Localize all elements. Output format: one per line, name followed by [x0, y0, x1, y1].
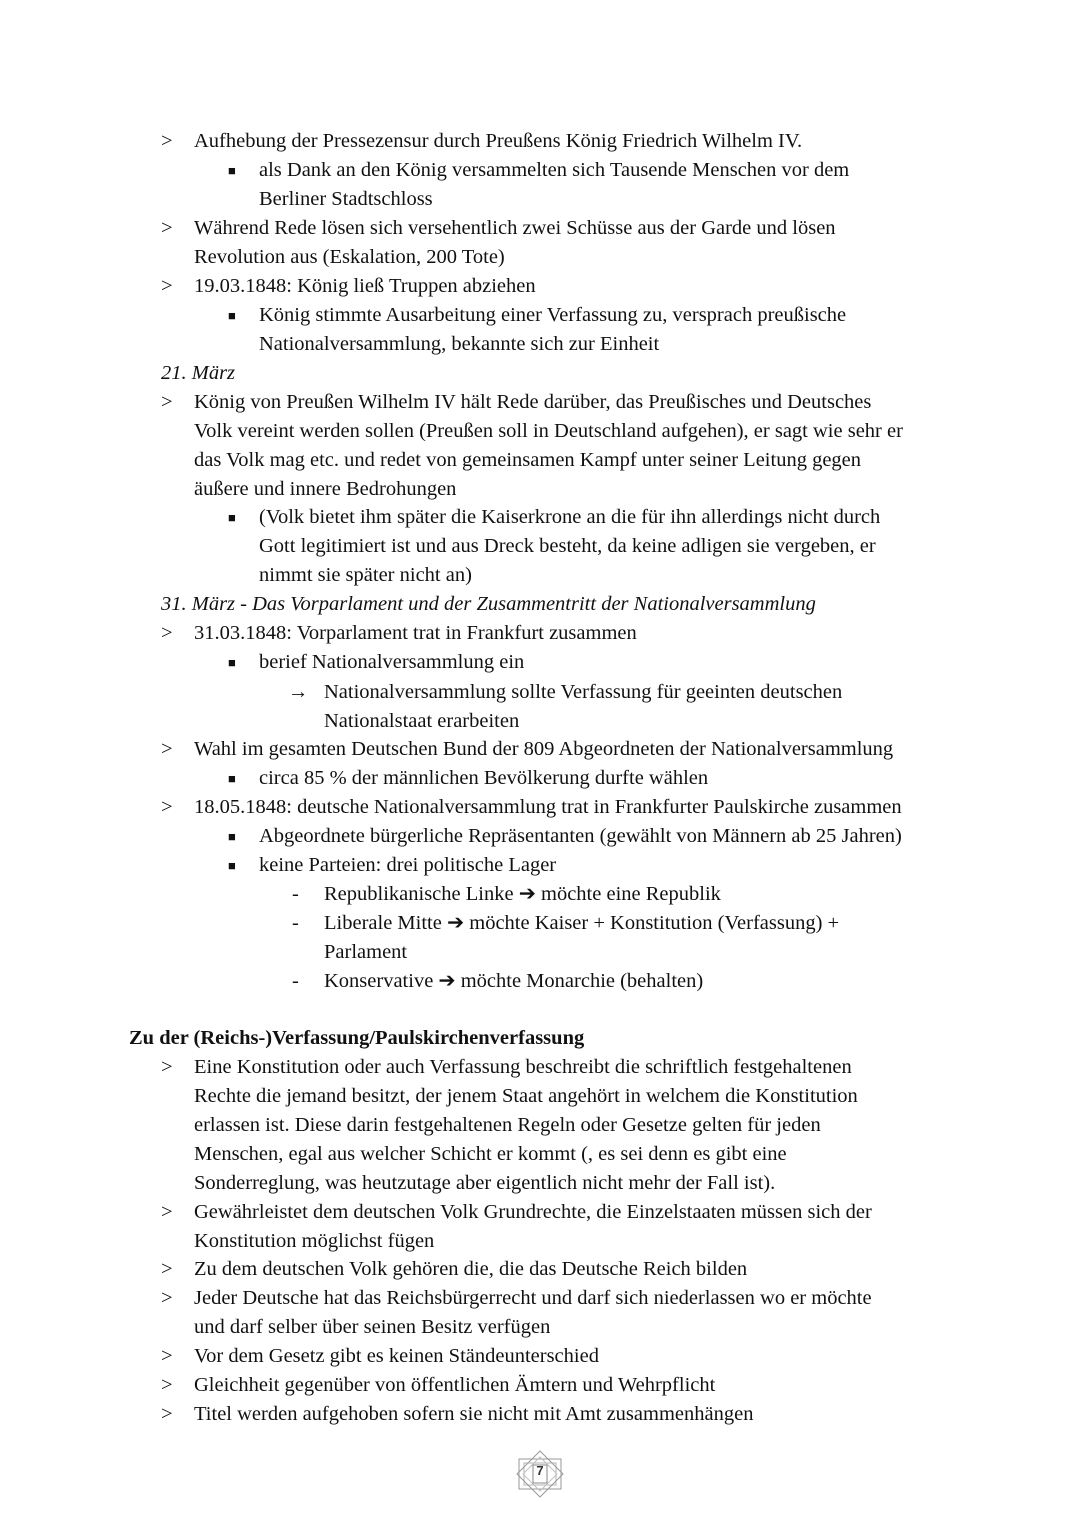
- bullet-marker: >: [161, 622, 173, 644]
- list-item-continuation: erlassen ist. Diese darin festgehaltenen Regeln oder Gesetze gelten für jeden: [194, 1114, 821, 1136]
- list-item: Eine Konstitution oder auch Verfassung beschreibt die schriftlich festgehaltenen: [194, 1056, 852, 1078]
- list-item: Gewährleistet dem deutschen Volk Grundrechte, die Einzelstaaten müssen sich der: [194, 1201, 872, 1223]
- list-item: König von Preußen Wilhelm IV hält Rede darüber, das Preußisches und Deutsches: [194, 391, 872, 413]
- sub-sub-list-item-continuation: Parlament: [324, 941, 408, 963]
- bullet-marker: >: [161, 1201, 173, 1223]
- list-item: Titel werden aufgehoben sofern sie nicht mit Amt zusammenhängen: [194, 1403, 754, 1425]
- bullet-marker: >: [161, 130, 173, 152]
- bullet-marker: >: [161, 391, 173, 413]
- bullet-marker: >: [161, 796, 173, 818]
- bullet-marker: >: [161, 738, 173, 760]
- list-item: 19.03.1848: König ließ Truppen abziehen: [194, 275, 536, 297]
- square-bullet-marker: ■: [228, 655, 236, 670]
- sub-list-item: keine Parteien: drei politische Lager: [259, 854, 557, 876]
- sub-list-item: König stimmte Ausarbeitung einer Verfassung zu, versprach preußische: [259, 304, 847, 326]
- square-bullet-marker: ■: [228, 829, 236, 844]
- sub-sub-list-item: Nationalversammlung sollte Verfassung für geeinten deutschen: [324, 681, 843, 703]
- list-item-continuation: Sonderreglung, was heutzutage aber eigentlich nicht mehr der Fall ist).: [194, 1172, 776, 1194]
- date-heading: 21. März: [161, 362, 236, 384]
- list-item-continuation: das Volk mag etc. und redet von gemeinsamen Kampf unter seiner Leitung gegen: [194, 449, 862, 471]
- sub-list-item: als Dank an den König versammelten sich Tausende Menschen vor dem: [259, 159, 850, 181]
- sub-sub-list-item: Liberale Mitte ➔ möchte Kaiser + Konstitution (Verfassung) +: [324, 912, 840, 934]
- list-item-continuation: Konstitution möglichst fügen: [194, 1230, 435, 1252]
- list-item: Vor dem Gesetz gibt es keinen Ständeunterschied: [194, 1345, 599, 1367]
- dash-marker: -: [292, 912, 299, 934]
- list-item-continuation: Revolution aus (Eskalation, 200 Tote): [194, 246, 505, 268]
- square-bullet-marker: ■: [228, 771, 236, 786]
- sub-list-item-continuation: Berliner Stadtschloss: [259, 188, 433, 210]
- section-heading: Zu der (Reichs-)Verfassung/Paulskirchenverfassung: [129, 1027, 585, 1049]
- list-item-continuation: Rechte die jemand besitzt, der jenem Staat angehört in welchem die Konstitution: [194, 1085, 858, 1107]
- sub-list-item-continuation: nimmt sie später nicht an): [259, 564, 472, 586]
- bullet-marker: >: [161, 1258, 173, 1280]
- bullet-marker: >: [161, 1374, 173, 1396]
- list-item: Während Rede lösen sich versehentlich zwei Schüsse aus der Garde und lösen: [194, 217, 836, 239]
- date-heading: 31. März - Das Vorparlament und der Zusammentritt der Nationalversammlung: [161, 593, 816, 615]
- arrow-marker: →: [288, 681, 309, 703]
- list-item: Gleichheit gegenüber von öffentlichen Ämtern und Wehrpflicht: [194, 1374, 716, 1396]
- dash-marker: -: [292, 883, 299, 905]
- sub-list-item: berief Nationalversammlung ein: [259, 651, 525, 673]
- dash-marker: -: [292, 970, 299, 992]
- page-number-badge: [511, 1450, 569, 1498]
- sub-list-item-continuation: Nationalversammlung, bekannte sich zur Einheit: [259, 333, 660, 355]
- list-item: Aufhebung der Pressezensur durch Preußens König Friedrich Wilhelm IV.: [194, 130, 803, 152]
- list-item: 31.03.1848: Vorparlament trat in Frankfurt zusammen: [194, 622, 637, 644]
- square-bullet-marker: ■: [228, 163, 236, 178]
- sub-sub-list-item-continuation: Nationalstaat erarbeiten: [324, 710, 520, 732]
- bullet-marker: >: [161, 1345, 173, 1367]
- bullet-marker: >: [161, 1287, 173, 1309]
- list-item-continuation: Volk vereint werden sollen (Preußen soll in Deutschland aufgehen), er sagt wie sehr er: [194, 420, 903, 442]
- sub-list-item: Abgeordnete bürgerliche Repräsentanten (gewählt von Männern ab 25 Jahren): [259, 825, 902, 847]
- list-item: Jeder Deutsche hat das Reichsbürgerrecht und darf sich niederlassen wo er möchte: [194, 1287, 872, 1309]
- square-bullet-marker: ■: [228, 510, 236, 525]
- page-number: 7: [536, 1463, 544, 1478]
- square-bullet-marker: ■: [228, 858, 236, 873]
- sub-list-item: circa 85 % der männlichen Bevölkerung durfte wählen: [259, 767, 709, 789]
- square-bullet-marker: ■: [228, 308, 236, 323]
- list-item-continuation: und darf selber über seinen Besitz verfügen: [194, 1316, 551, 1338]
- bullet-marker: >: [161, 217, 173, 239]
- list-item: Wahl im gesamten Deutschen Bund der 809 Abgeordneten der Nationalversammlung: [194, 738, 894, 760]
- sub-sub-list-item: Konservative ➔ möchte Monarchie (behalten): [324, 970, 704, 992]
- list-item: 18.05.1848: deutsche Nationalversammlung trat in Frankfurter Paulskirche zusammen: [194, 796, 902, 818]
- list-item-continuation: äußere und innere Bedrohungen: [194, 478, 457, 500]
- sub-list-item-continuation: Gott legitimiert ist und aus Dreck besteht, da keine adligen sie vergeben, er: [259, 535, 876, 557]
- bullet-marker: >: [161, 275, 173, 297]
- list-item: Zu dem deutschen Volk gehören die, die das Deutsche Reich bilden: [194, 1258, 748, 1280]
- sub-list-item: (Volk bietet ihm später die Kaiserkrone an die für ihn allerdings nicht durch: [259, 506, 881, 528]
- bullet-marker: >: [161, 1403, 173, 1425]
- bullet-marker: >: [161, 1056, 173, 1078]
- list-item-continuation: Menschen, egal aus welcher Schicht er kommt (, es sei denn es gibt eine: [194, 1143, 787, 1165]
- sub-sub-list-item: Republikanische Linke ➔ möchte eine Republik: [324, 883, 721, 905]
